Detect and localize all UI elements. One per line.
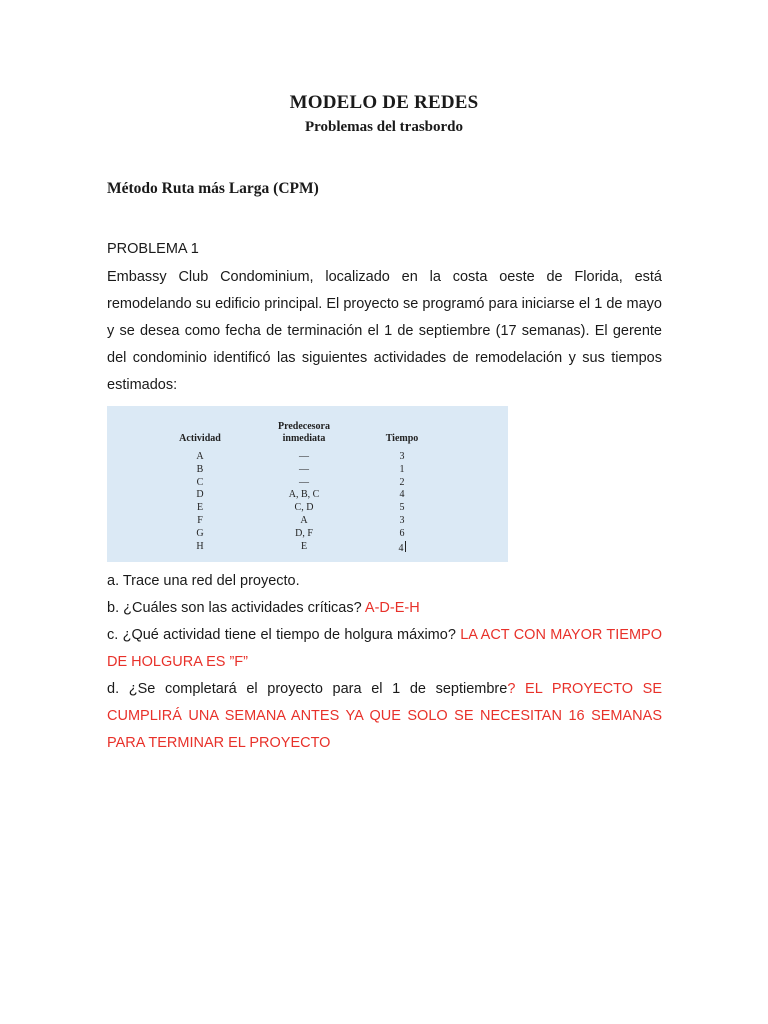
cell-predecessor: E [300, 540, 308, 552]
question-a-text: a. Trace una red del proyecto. [107, 573, 300, 589]
question-c-text: c. ¿Qué actividad tiene el tiempo de holgura máximo? [107, 627, 461, 643]
table-row [107, 528, 508, 541]
cell-predecessor: A [300, 514, 308, 526]
page-title: MODELO DE REDES [289, 92, 479, 113]
table-row [107, 541, 508, 554]
cell-time: 4 [399, 489, 405, 501]
table-row [107, 464, 508, 477]
cell-activity: F [197, 514, 203, 526]
table-row [107, 515, 508, 528]
question-d [107, 676, 662, 757]
page-subtitle: Problemas del trasbordo [304, 119, 464, 135]
cell-time: 1 [399, 463, 405, 475]
header-predecessor-line1: Predecesora [277, 421, 330, 432]
cell-activity: E [196, 502, 204, 514]
cell-predecessor: C, D [294, 502, 314, 514]
answer-d: ? EL PROYECTO SE CUMPLIRÁ UNA SEMANA ANTES YA QUE SOLO SE NECESITAN 16 SEMANAS PARA TERMINAR EL PROYECTO [107, 681, 662, 751]
table-row [107, 502, 508, 515]
cell-activity: B [196, 463, 204, 475]
text-cursor [405, 541, 406, 552]
answer-c: LA ACT CON MAYOR TIEMPO DE HOLGURA ES ”F” [107, 627, 662, 670]
cell-predecessor: — [299, 463, 309, 475]
question-d-text: d. ¿Se completará el proyecto para el 1 de septiembre [107, 681, 508, 697]
table-row [107, 451, 508, 464]
question-a [107, 568, 662, 595]
cell-time [367, 541, 437, 556]
activity-table [107, 406, 508, 562]
cell-activity: H [196, 540, 204, 552]
cell-predecessor: — [299, 451, 309, 462]
section-heading: Método Ruta más Larga (CPM) [107, 180, 319, 197]
cell-time: 3 [399, 514, 405, 526]
header-time: Tiempo [385, 433, 419, 444]
cell-activity: D [196, 489, 204, 501]
question-b-text: b. ¿Cuáles son las actividades críticas? [107, 600, 365, 616]
cell-activity: A [196, 451, 204, 462]
problem-label: PROBLEMA 1 [107, 241, 199, 257]
header-predecessor-line2: inmediata [282, 433, 326, 444]
question-b [107, 595, 662, 622]
header-activity: Actividad [179, 433, 221, 444]
cell-predecessor: A, B, C [288, 489, 320, 501]
cell-predecessor: D, F [295, 527, 313, 539]
problem-paragraph: Embassy Club Condominium, localizado en la costa oeste de Florida, está remodelando su edificio principal. El proyecto se programó para iniciarse el 1 de mayo y se desea como fecha de terminación el 1 de septiembre (17 semanas). El gerente del condominio identificó las siguientes actividades de remodelación y sus tiempos estimados: [107, 269, 662, 393]
cell-predecessor: — [299, 476, 309, 488]
table-row [107, 477, 508, 490]
cell-activity: C [196, 476, 204, 488]
cell-activity: G [196, 527, 204, 539]
table-row [107, 489, 508, 502]
cell-time: 3 [399, 451, 405, 462]
question-c [107, 622, 662, 676]
cell-time-value: 4 [398, 542, 404, 554]
cell-time: 2 [399, 476, 405, 488]
cell-time: 5 [399, 502, 405, 514]
answer-b: A-D-E-H [364, 600, 420, 616]
header-predecessor [254, 421, 354, 445]
cell-time: 6 [399, 527, 405, 539]
